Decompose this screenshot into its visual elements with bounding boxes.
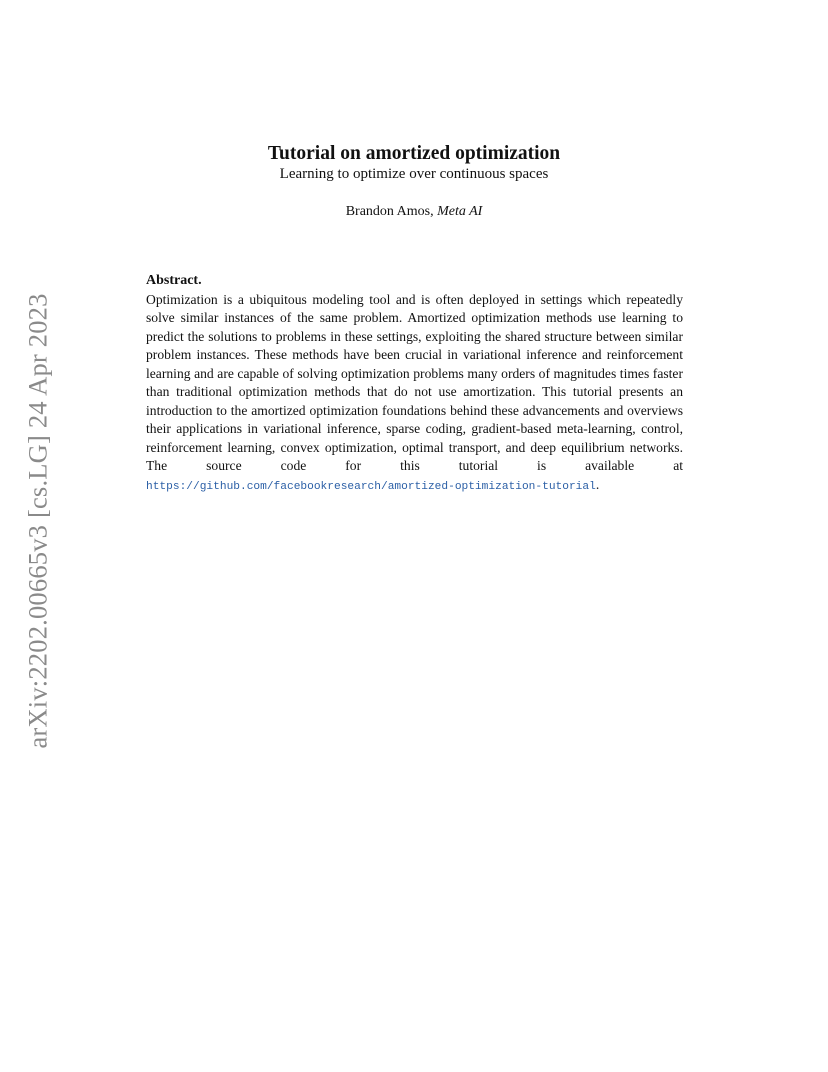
abstract-text: Optimization is a ubiquitous modeling tool and is often deployed in settings which repeatedly solve similar instances of the same problem. Amortized optimization methods use learning to predict the solutions to problems in these settings, exploiting the shared structure between similar problem instances. These methods have been crucial in variational inference and reinforcement learning and are capable of solving optimization problems many orders of magnitudes times faster than traditional optimization methods that do not use amortization. This tutorial presents an introduction to the amortized optimization foundations behind these advancements and overviews their applications in variational inference, sparse coding, gradient-based meta-learning, control, reinforcement learning, convex optimization, optimal transport, and deep equilibrium networks. The source code for this tutorial is available (146, 291, 683, 473)
abstract-heading: Abstract. (146, 273, 202, 288)
source-code-link[interactable]: https://github.com/facebookresearch/amortized-optimization-tutorial (146, 480, 596, 493)
author-line (0, 204, 828, 220)
abstract (146, 272, 683, 496)
paper-subtitle: Learning to optimize over continuous spaces (279, 166, 549, 182)
abstract-link-prefix: at (673, 458, 683, 473)
author-affiliation: Meta AI (437, 204, 483, 219)
author-name: Brandon Amos, (345, 204, 434, 219)
abstract-link-suffix: . (595, 476, 600, 492)
paper-title: Tutorial on amortized optimization (267, 143, 561, 164)
abstract-body (146, 291, 683, 497)
arxiv-stamp-text: arXiv:2202.00665v3 [cs.LG] 24 Apr 2023 (22, 293, 53, 749)
arxiv-stamp (16, 286, 60, 756)
